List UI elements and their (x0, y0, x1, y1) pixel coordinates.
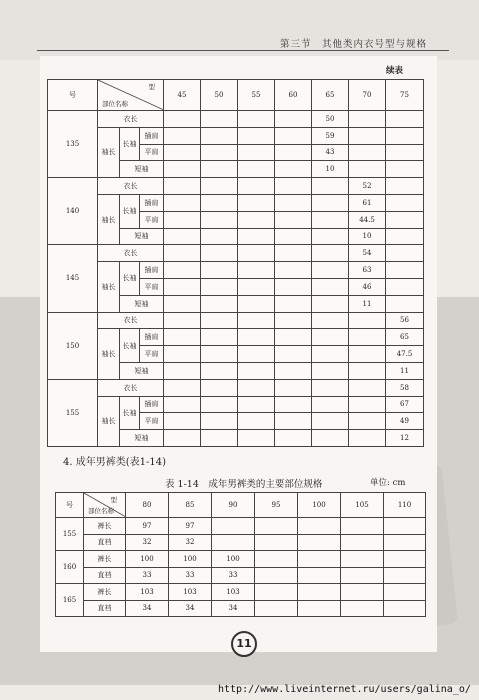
value-cell (164, 245, 201, 262)
value-cell (312, 228, 349, 245)
table-caption: 表 1-14 成年男裤类的主要部位规格 (165, 479, 323, 490)
column-header: 75 (386, 80, 424, 111)
value-cell (238, 413, 275, 430)
value-cell (275, 413, 312, 430)
value-cell: 33 (126, 567, 169, 584)
value-cell: 11 (386, 362, 424, 379)
value-cell (349, 312, 386, 329)
part-label: 插肩 (140, 194, 164, 211)
trousers-spec-table (55, 492, 426, 617)
value-cell (386, 295, 424, 312)
value-cell: 47.5 (386, 346, 424, 363)
part-label: 直裆 (84, 600, 126, 617)
value-cell (238, 430, 275, 447)
value-cell (349, 413, 386, 430)
value-cell (201, 430, 238, 447)
table-row (56, 584, 426, 601)
value-cell (312, 295, 349, 312)
value-cell (386, 194, 424, 211)
value-cell (275, 211, 312, 228)
part-label: 衣长 (98, 245, 164, 262)
value-cell: 34 (212, 600, 255, 617)
value-cell (238, 127, 275, 144)
value-cell (275, 278, 312, 295)
value-cell (212, 534, 255, 551)
value-cell (386, 278, 424, 295)
value-cell (341, 584, 384, 601)
value-cell (164, 362, 201, 379)
value-cell (238, 111, 275, 128)
table-row (48, 312, 424, 329)
value-cell (164, 413, 201, 430)
value-cell: 63 (349, 262, 386, 279)
value-cell (349, 329, 386, 346)
value-cell (275, 262, 312, 279)
value-cell (164, 111, 201, 128)
value-cell (238, 262, 275, 279)
header-band (0, 0, 479, 60)
value-cell (201, 127, 238, 144)
value-cell (384, 518, 426, 535)
part-label: 长袖 (120, 262, 140, 296)
value-cell (164, 278, 201, 295)
value-cell (255, 567, 298, 584)
column-header: 95 (255, 493, 298, 518)
value-cell: 97 (169, 518, 212, 535)
value-cell (275, 346, 312, 363)
value-cell (384, 567, 426, 584)
column-header: 80 (126, 493, 169, 518)
size-cell: 140 (48, 178, 98, 245)
value-cell (255, 534, 298, 551)
value-cell (384, 534, 426, 551)
value-cell (349, 430, 386, 447)
value-cell (275, 161, 312, 178)
part-label: 短袖 (120, 430, 164, 447)
value-cell (201, 312, 238, 329)
header-corner-cell (84, 493, 126, 518)
part-label: 衣长 (98, 178, 164, 195)
corner-label-part: 部位名称 (102, 100, 128, 108)
column-header: 45 (164, 80, 201, 111)
value-cell (238, 329, 275, 346)
value-cell (238, 312, 275, 329)
value-cell (312, 329, 349, 346)
value-cell (386, 144, 424, 161)
value-cell (312, 362, 349, 379)
value-cell: 34 (126, 600, 169, 617)
column-header: 110 (384, 493, 426, 518)
value-cell: 65 (386, 329, 424, 346)
value-cell (238, 278, 275, 295)
table-header-row (56, 493, 426, 518)
header-rule (37, 50, 449, 51)
value-cell (201, 245, 238, 262)
value-cell (275, 295, 312, 312)
value-cell: 49 (386, 413, 424, 430)
value-cell (275, 312, 312, 329)
part-label: 短袖 (120, 295, 164, 312)
value-cell: 50 (312, 111, 349, 128)
value-cell (164, 161, 201, 178)
value-cell (238, 245, 275, 262)
value-cell (298, 534, 341, 551)
value-cell (275, 178, 312, 195)
value-cell (201, 178, 238, 195)
value-cell (201, 413, 238, 430)
value-cell (349, 362, 386, 379)
part-label: 平肩 (140, 278, 164, 295)
table-row (48, 262, 424, 279)
value-cell (349, 127, 386, 144)
value-cell (349, 144, 386, 161)
table-row (56, 567, 426, 584)
header-diagonal (98, 80, 163, 110)
value-cell: 100 (126, 551, 169, 568)
value-cell (201, 262, 238, 279)
page-number: 11 (231, 631, 257, 657)
value-cell (386, 262, 424, 279)
part-label: 短袖 (120, 228, 164, 245)
value-cell (201, 228, 238, 245)
value-cell (164, 144, 201, 161)
value-cell (386, 228, 424, 245)
value-cell (312, 194, 349, 211)
part-label: 插肩 (140, 396, 164, 413)
table-header-row (48, 80, 424, 111)
value-cell (164, 379, 201, 396)
value-cell (349, 396, 386, 413)
value-cell (312, 396, 349, 413)
part-label: 插肩 (140, 127, 164, 144)
value-cell (201, 362, 238, 379)
value-cell (238, 396, 275, 413)
value-cell (312, 262, 349, 279)
value-cell: 67 (386, 396, 424, 413)
table-continued-label: 续表 (386, 66, 404, 76)
value-cell: 32 (169, 534, 212, 551)
value-cell: 103 (212, 584, 255, 601)
value-cell (164, 295, 201, 312)
value-cell (164, 430, 201, 447)
value-cell (255, 518, 298, 535)
value-cell: 97 (126, 518, 169, 535)
value-cell (312, 312, 349, 329)
part-label: 袖长 (98, 194, 120, 244)
column-header: 85 (169, 493, 212, 518)
part-label: 衣长 (98, 312, 164, 329)
value-cell (201, 144, 238, 161)
part-label: 袖长 (98, 329, 120, 379)
value-cell (298, 567, 341, 584)
value-cell (238, 379, 275, 396)
value-cell: 32 (126, 534, 169, 551)
value-cell (164, 228, 201, 245)
value-cell (201, 111, 238, 128)
part-label: 平肩 (140, 144, 164, 161)
value-cell: 43 (312, 144, 349, 161)
value-cell (275, 396, 312, 413)
value-cell (201, 295, 238, 312)
value-cell (386, 211, 424, 228)
part-label: 袖长 (98, 396, 120, 446)
value-cell (201, 194, 238, 211)
value-cell (238, 161, 275, 178)
value-cell: 33 (169, 567, 212, 584)
value-cell: 10 (349, 228, 386, 245)
table-row (56, 518, 426, 535)
value-cell (386, 161, 424, 178)
value-cell (298, 518, 341, 535)
column-header: 60 (275, 80, 312, 111)
size-cell: 160 (56, 551, 84, 584)
value-cell (298, 600, 341, 617)
part-label: 平肩 (140, 211, 164, 228)
part-label: 袖长 (98, 262, 120, 312)
part-label: 直裆 (84, 534, 126, 551)
value-cell (275, 245, 312, 262)
column-header: 50 (201, 80, 238, 111)
value-cell: 10 (312, 161, 349, 178)
value-cell (349, 346, 386, 363)
value-cell (238, 178, 275, 195)
value-cell (201, 346, 238, 363)
value-cell (164, 346, 201, 363)
value-cell (312, 346, 349, 363)
part-label: 衣长 (98, 379, 164, 396)
section-title: 4. 成年男裤类(表1-14) (63, 457, 166, 468)
part-label: 直裆 (84, 567, 126, 584)
value-cell (255, 551, 298, 568)
size-cell: 155 (48, 379, 98, 446)
part-label: 插肩 (140, 329, 164, 346)
column-header: 100 (298, 493, 341, 518)
value-cell (298, 584, 341, 601)
value-cell (201, 379, 238, 396)
value-cell (255, 584, 298, 601)
value-cell (212, 518, 255, 535)
column-header: 55 (238, 80, 275, 111)
table-unit: 单位: cm (370, 478, 406, 488)
value-cell (349, 161, 386, 178)
value-cell (386, 127, 424, 144)
size-cell: 150 (48, 312, 98, 379)
value-cell (275, 194, 312, 211)
footer-url[interactable]: http://www.liveinternet.ru/users/galina_o/ (218, 684, 471, 695)
value-cell (164, 396, 201, 413)
value-cell (386, 178, 424, 195)
value-cell (255, 600, 298, 617)
value-cell (275, 228, 312, 245)
value-cell (275, 144, 312, 161)
column-header: 105 (341, 493, 384, 518)
value-cell (275, 111, 312, 128)
value-cell (298, 551, 341, 568)
value-cell: 58 (386, 379, 424, 396)
value-cell (341, 600, 384, 617)
value-cell: 34 (169, 600, 212, 617)
running-header: 第三节 其他类内衣号型与规格 (279, 39, 427, 50)
value-cell (238, 295, 275, 312)
corner-label-type: 型 (110, 496, 117, 504)
corner-label-type: 型 (148, 83, 156, 91)
column-header: 70 (349, 80, 386, 111)
table-row (48, 245, 424, 262)
part-label: 衣长 (98, 111, 164, 128)
size-cell: 135 (48, 111, 98, 178)
value-cell: 100 (169, 551, 212, 568)
part-label: 裤长 (84, 518, 126, 535)
value-cell: 103 (126, 584, 169, 601)
value-cell (386, 111, 424, 128)
corner-label-part: 部位名称 (88, 507, 114, 515)
value-cell (164, 262, 201, 279)
value-cell: 56 (386, 312, 424, 329)
table-row (56, 551, 426, 568)
column-header: 90 (212, 493, 255, 518)
value-cell (384, 551, 426, 568)
value-cell: 61 (349, 194, 386, 211)
table-row (56, 600, 426, 617)
table-row (48, 379, 424, 396)
value-cell (238, 144, 275, 161)
value-cell (201, 329, 238, 346)
value-cell (341, 534, 384, 551)
part-label: 短袖 (120, 362, 164, 379)
table-row (48, 396, 424, 413)
size-cell: 145 (48, 245, 98, 312)
header-size-cell: 号 (56, 493, 84, 518)
value-cell (341, 567, 384, 584)
value-cell (164, 312, 201, 329)
value-cell (238, 194, 275, 211)
value-cell (312, 430, 349, 447)
value-cell (164, 211, 201, 228)
header-diagonal (84, 493, 125, 517)
table-row (48, 194, 424, 211)
value-cell (341, 551, 384, 568)
column-header: 65 (312, 80, 349, 111)
value-cell (312, 211, 349, 228)
table-row (56, 534, 426, 551)
value-cell (312, 245, 349, 262)
value-cell: 33 (212, 567, 255, 584)
value-cell (164, 127, 201, 144)
value-cell (386, 245, 424, 262)
part-label: 平肩 (140, 413, 164, 430)
value-cell: 59 (312, 127, 349, 144)
part-label: 长袖 (120, 396, 140, 430)
part-label: 裤长 (84, 551, 126, 568)
value-cell: 52 (349, 178, 386, 195)
value-cell (384, 600, 426, 617)
value-cell: 12 (386, 430, 424, 447)
sleeve-spec-table (47, 79, 424, 447)
value-cell (201, 278, 238, 295)
value-cell: 44.5 (349, 211, 386, 228)
value-cell (238, 228, 275, 245)
value-cell: 100 (212, 551, 255, 568)
value-cell (275, 379, 312, 396)
value-cell (164, 194, 201, 211)
value-cell (238, 211, 275, 228)
table-row (48, 111, 424, 128)
header-size-cell: 号 (48, 80, 98, 111)
part-label: 短袖 (120, 161, 164, 178)
value-cell (275, 362, 312, 379)
value-cell (238, 346, 275, 363)
value-cell: 11 (349, 295, 386, 312)
header-corner-cell (98, 80, 164, 111)
value-cell (312, 278, 349, 295)
value-cell (275, 329, 312, 346)
value-cell: 54 (349, 245, 386, 262)
value-cell (275, 127, 312, 144)
part-label: 插肩 (140, 262, 164, 279)
size-cell: 155 (56, 518, 84, 551)
value-cell (201, 161, 238, 178)
value-cell: 46 (349, 278, 386, 295)
size-cell: 165 (56, 584, 84, 617)
value-cell (201, 396, 238, 413)
part-label: 长袖 (120, 194, 140, 228)
value-cell (201, 211, 238, 228)
table-row (48, 178, 424, 195)
value-cell (164, 178, 201, 195)
part-label: 平肩 (140, 346, 164, 363)
value-cell (341, 518, 384, 535)
value-cell: 103 (169, 584, 212, 601)
value-cell (238, 362, 275, 379)
table-row (48, 127, 424, 144)
part-label: 裤长 (84, 584, 126, 601)
value-cell (384, 584, 426, 601)
value-cell (275, 430, 312, 447)
value-cell (312, 413, 349, 430)
value-cell (164, 329, 201, 346)
value-cell (349, 379, 386, 396)
value-cell (312, 379, 349, 396)
table-row (48, 329, 424, 346)
part-label: 袖长 (98, 127, 120, 177)
value-cell (349, 111, 386, 128)
part-label: 长袖 (120, 329, 140, 363)
part-label: 长袖 (120, 127, 140, 161)
value-cell (312, 178, 349, 195)
